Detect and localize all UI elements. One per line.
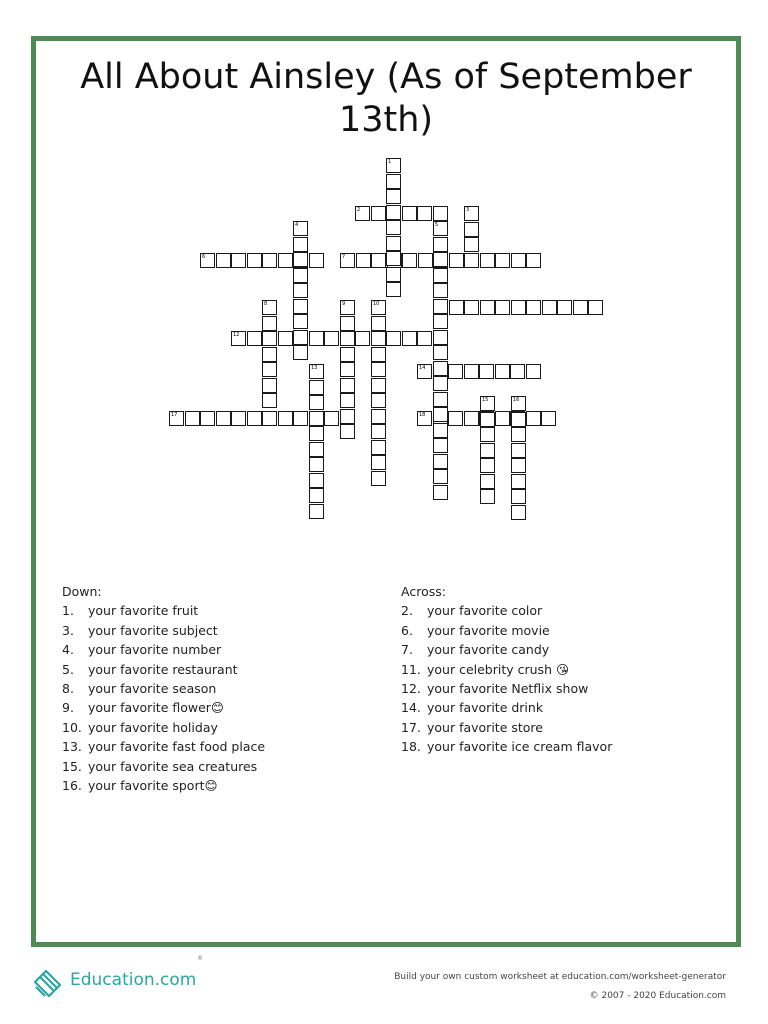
crossword-cell[interactable] — [309, 253, 324, 268]
across-clue — [401, 737, 612, 756]
crossword-cell[interactable] — [293, 237, 308, 252]
crossword-cell[interactable] — [449, 300, 464, 315]
crossword-cell[interactable] — [340, 331, 355, 346]
clue-number: 10. — [62, 719, 82, 735]
crossword-cell[interactable] — [479, 364, 494, 379]
crossword-cell[interactable] — [309, 380, 324, 395]
education-logo-icon — [32, 963, 66, 997]
crossword-cell[interactable] — [293, 345, 308, 360]
crossword-cell[interactable] — [511, 443, 526, 458]
clue-number-label: 2 — [357, 207, 361, 213]
clue-number: 17. — [401, 719, 421, 735]
crossword-cell[interactable] — [464, 300, 479, 315]
crossword-cell[interactable] — [526, 253, 541, 268]
crossword-cell[interactable] — [480, 458, 495, 473]
across-clue — [401, 679, 612, 698]
crossword-cell[interactable] — [480, 489, 495, 504]
clue-number: 1. — [62, 603, 74, 619]
clue-text: your favorite season — [88, 681, 217, 697]
clue-text: your favorite ice cream flavor — [427, 739, 613, 755]
down-clue — [62, 621, 265, 640]
crossword-cell[interactable] — [386, 220, 401, 235]
crossword-cell[interactable] — [386, 251, 401, 266]
crossword-cell[interactable] — [433, 361, 448, 376]
clue-number-label: 13 — [311, 365, 318, 371]
crossword-cell[interactable] — [324, 411, 339, 426]
education-logo[interactable] — [32, 962, 196, 998]
crossword-cell[interactable] — [371, 393, 386, 408]
clue-number-label: 7 — [342, 254, 346, 260]
crossword-cell[interactable] — [433, 314, 448, 329]
crossword-cell[interactable] — [293, 299, 308, 314]
crossword-cell[interactable] — [418, 253, 433, 268]
clue-text: your favorite restaurant — [88, 661, 238, 677]
down-clue — [62, 718, 265, 737]
crossword-cell[interactable] — [480, 474, 495, 489]
clue-number-label: 15 — [482, 397, 489, 403]
crossword-cell[interactable] — [511, 505, 526, 520]
clue-text: your favorite flower😊 — [88, 700, 224, 716]
crossword-cell[interactable] — [386, 205, 401, 220]
crossword-cell[interactable] — [293, 283, 308, 298]
crossword-cell[interactable] — [293, 252, 308, 267]
crossword-cell[interactable] — [511, 489, 526, 504]
crossword-cell[interactable] — [185, 411, 200, 426]
clue-number-label: 6 — [202, 254, 206, 260]
crossword-cell[interactable] — [309, 411, 324, 426]
crossword-cell[interactable] — [371, 378, 386, 393]
clue-number: 7. — [401, 642, 413, 658]
clue-number: 15. — [62, 758, 82, 774]
crossword-cell[interactable] — [402, 331, 417, 346]
crossword-cell[interactable] — [356, 253, 371, 268]
crossword-cell[interactable] — [557, 300, 572, 315]
crossword-cell[interactable] — [402, 206, 417, 221]
clue-number: 18. — [401, 739, 421, 755]
crossword-cell[interactable] — [309, 395, 324, 410]
clue-number-label: 3 — [466, 207, 470, 213]
crossword-cell[interactable] — [293, 314, 308, 329]
crossword-cell[interactable] — [247, 331, 262, 346]
crossword-cell[interactable] — [511, 427, 526, 442]
crossword-cell[interactable] — [541, 411, 556, 426]
clue-number: 2. — [401, 603, 413, 619]
crossword-cell[interactable] — [278, 411, 293, 426]
crossword-cell[interactable] — [433, 330, 448, 345]
clue-text: your favorite holiday — [88, 719, 218, 735]
crossword-cell[interactable] — [433, 237, 448, 252]
across-clue-list — [401, 601, 612, 756]
crossword-cell[interactable] — [262, 253, 277, 268]
crossword-cell[interactable] — [433, 485, 448, 500]
crossword-cell[interactable] — [262, 393, 277, 408]
crossword-cell[interactable] — [371, 409, 386, 424]
crossword-cell[interactable] — [371, 316, 386, 331]
crossword-cell[interactable] — [495, 300, 510, 315]
footer-info — [394, 968, 726, 1006]
crossword-cell[interactable] — [216, 411, 231, 426]
crossword-cell[interactable] — [216, 253, 231, 268]
clue-number-label: 9 — [342, 301, 346, 307]
crossword-cell[interactable] — [417, 206, 432, 221]
clue-text: your celebrity crush 😘 — [427, 661, 569, 677]
down-clue — [62, 737, 265, 756]
crossword-cell[interactable] — [231, 411, 246, 426]
crossword-cell[interactable] — [511, 458, 526, 473]
crossword-cell[interactable] — [309, 426, 324, 441]
clue-number-label: 12 — [233, 332, 240, 338]
crossword-cell[interactable] — [340, 424, 355, 439]
crossword-cell[interactable] — [355, 331, 370, 346]
crossword-cell[interactable] — [386, 267, 401, 282]
crossword-cell[interactable] — [433, 407, 448, 422]
clue-number-label: 4 — [295, 222, 299, 228]
crossword-cell[interactable] — [247, 253, 262, 268]
crossword-cell[interactable] — [448, 411, 463, 426]
clue-text: your favorite Netflix show — [427, 681, 589, 697]
crossword-cell[interactable] — [433, 268, 448, 283]
crossword-cell[interactable] — [511, 412, 526, 427]
crossword-cell[interactable] — [464, 411, 479, 426]
crossword-cell[interactable] — [278, 331, 293, 346]
crossword-cell[interactable] — [309, 457, 324, 472]
crossword-cell[interactable] — [340, 378, 355, 393]
crossword-cell[interactable] — [386, 189, 401, 204]
crossword-cell[interactable] — [340, 316, 355, 331]
clue-number-label: 5 — [435, 222, 439, 228]
crossword-cell[interactable] — [433, 423, 448, 438]
crossword-cell[interactable] — [340, 409, 355, 424]
crossword-cell[interactable] — [433, 252, 448, 267]
down-clue — [62, 640, 265, 659]
clue-text: your favorite store — [427, 719, 543, 735]
crossword-cell[interactable] — [309, 442, 324, 457]
crossword-cell[interactable] — [340, 393, 355, 408]
crossword-cell[interactable] — [247, 411, 262, 426]
across-clue — [401, 621, 612, 640]
clue-number-label: 10 — [373, 301, 380, 307]
crossword-cell[interactable] — [510, 364, 525, 379]
crossword-cell[interactable] — [433, 345, 448, 360]
crossword-cell[interactable] — [542, 300, 557, 315]
crossword-cell[interactable] — [324, 331, 339, 346]
clue-text: your favorite sport😊 — [88, 778, 218, 794]
clue-number: 13. — [62, 739, 82, 755]
crossword-cell[interactable] — [495, 364, 510, 379]
down-clue-list — [62, 601, 265, 795]
crossword-cell[interactable] — [526, 411, 541, 426]
across-clue — [401, 698, 612, 717]
clue-text: your favorite fast food place — [88, 739, 266, 755]
crossword-cell[interactable] — [262, 362, 277, 377]
clue-text: your favorite movie — [427, 622, 550, 638]
crossword-cell[interactable] — [371, 362, 386, 377]
crossword-cell[interactable] — [371, 424, 386, 439]
crossword-cell[interactable] — [262, 331, 277, 346]
clue-number: 11. — [401, 661, 421, 677]
down-clue — [62, 679, 265, 698]
crossword-cell[interactable] — [433, 438, 448, 453]
crossword-cell[interactable] — [293, 330, 308, 345]
down-clue — [62, 757, 265, 776]
clue-number-label: 17 — [171, 412, 178, 418]
crossword-cell[interactable] — [464, 222, 479, 237]
clue-number: 5. — [62, 661, 74, 677]
crossword-cell[interactable] — [433, 376, 448, 391]
crossword-cell[interactable] — [371, 440, 386, 455]
crossword-cell[interactable] — [371, 331, 386, 346]
crossword-cell[interactable] — [433, 392, 448, 407]
clue-number-label: 16 — [513, 397, 520, 403]
clue-text: your favorite fruit — [88, 603, 199, 619]
crossword-cell[interactable] — [526, 300, 541, 315]
crossword-cell[interactable] — [464, 364, 479, 379]
clue-number: 3. — [62, 622, 74, 638]
crossword-cell[interactable] — [371, 455, 386, 470]
crossword-cell[interactable] — [588, 300, 603, 315]
clue-text: your favorite candy — [427, 642, 550, 658]
crossword-cell[interactable] — [371, 253, 386, 268]
crossword-cell[interactable] — [433, 206, 448, 221]
crossword-cell[interactable] — [371, 347, 386, 362]
crossword-cell[interactable] — [417, 331, 432, 346]
worksheet-title: All About Ainsley (As of September 13th) — [80, 57, 692, 140]
crossword-cell[interactable] — [386, 282, 401, 297]
crossword-cell[interactable] — [511, 253, 526, 268]
clue-number-label: 18 — [419, 412, 426, 418]
registered-mark: ® — [197, 955, 203, 962]
clue-text: your favorite color — [427, 603, 543, 619]
crossword-cell[interactable] — [309, 504, 324, 519]
crossword-cell[interactable] — [371, 206, 386, 221]
crossword-cell[interactable] — [386, 331, 401, 346]
crossword-cell[interactable] — [309, 331, 324, 346]
crossword-cell[interactable] — [309, 473, 324, 488]
crossword-cell[interactable] — [480, 412, 495, 427]
crossword-cell[interactable] — [262, 378, 277, 393]
clue-number-label: 8 — [264, 301, 268, 307]
clue-number: 9. — [62, 700, 74, 716]
crossword-cell[interactable] — [448, 364, 463, 379]
clue-number: 6. — [401, 622, 413, 638]
crossword-cell[interactable] — [433, 299, 448, 314]
clue-text: your favorite subject — [88, 622, 218, 638]
across-clue — [401, 660, 612, 679]
crossword-cell[interactable] — [278, 253, 293, 268]
crossword-cell[interactable] — [511, 300, 526, 315]
clue-number: 12. — [401, 681, 421, 697]
brand-name: Education.com — [70, 970, 197, 990]
footer-copyright: © 2007 - 2020 Education.com — [589, 991, 726, 1001]
crossword-cell[interactable] — [480, 253, 495, 268]
across-heading: Across: — [401, 584, 446, 599]
crossword-cell[interactable] — [480, 300, 495, 315]
crossword-cell[interactable] — [371, 471, 386, 486]
down-clue — [62, 698, 265, 717]
crossword-cell[interactable] — [386, 174, 401, 189]
crossword-cell[interactable] — [433, 283, 448, 298]
crossword-cell[interactable] — [262, 347, 277, 362]
clue-number-label: 1 — [388, 159, 392, 165]
crossword-cell[interactable] — [231, 253, 246, 268]
down-clue — [62, 776, 265, 795]
crossword-cell[interactable] — [309, 488, 324, 503]
crossword-cell[interactable] — [293, 268, 308, 283]
across-clue — [401, 640, 612, 659]
crossword-cell[interactable] — [262, 316, 277, 331]
across-clue — [401, 601, 612, 620]
clue-number-label: 14 — [419, 365, 426, 371]
crossword-cell[interactable] — [495, 411, 510, 426]
clue-number: 8. — [62, 681, 74, 697]
crossword-cell[interactable] — [200, 411, 215, 426]
across-clues — [401, 582, 612, 757]
clue-text: your favorite drink — [427, 700, 544, 716]
crossword-cell[interactable] — [573, 300, 588, 315]
crossword-cell[interactable] — [480, 443, 495, 458]
crossword-cell[interactable] — [293, 411, 308, 426]
crossword-cell[interactable] — [480, 427, 495, 442]
crossword-cell[interactable] — [340, 347, 355, 362]
down-clue — [62, 660, 265, 679]
crossword-cell[interactable] — [402, 253, 417, 268]
crossword-cell[interactable] — [464, 253, 479, 268]
clue-number: 4. — [62, 642, 74, 658]
crossword-cell[interactable] — [511, 474, 526, 489]
crossword-cell[interactable] — [526, 364, 541, 379]
crossword-cell[interactable] — [449, 253, 464, 268]
crossword-cell[interactable] — [495, 253, 510, 268]
crossword-cell[interactable] — [433, 454, 448, 469]
crossword-cell[interactable] — [386, 236, 401, 251]
down-heading: Down: — [62, 584, 102, 599]
clue-text: your favorite sea creatures — [88, 758, 258, 774]
across-clue — [401, 718, 612, 737]
clue-number: 16. — [62, 778, 82, 794]
crossword-cell[interactable] — [464, 237, 479, 252]
footer-tagline[interactable]: Build your own custom worksheet at education.com/worksheet-generator — [394, 972, 726, 982]
crossword-cell[interactable] — [262, 411, 277, 426]
crossword-cell[interactable] — [340, 362, 355, 377]
down-clue — [62, 601, 265, 620]
clue-number: 14. — [401, 700, 421, 716]
crossword-cell[interactable] — [433, 469, 448, 484]
clue-text: your favorite number — [88, 642, 222, 658]
down-clues — [62, 582, 265, 795]
